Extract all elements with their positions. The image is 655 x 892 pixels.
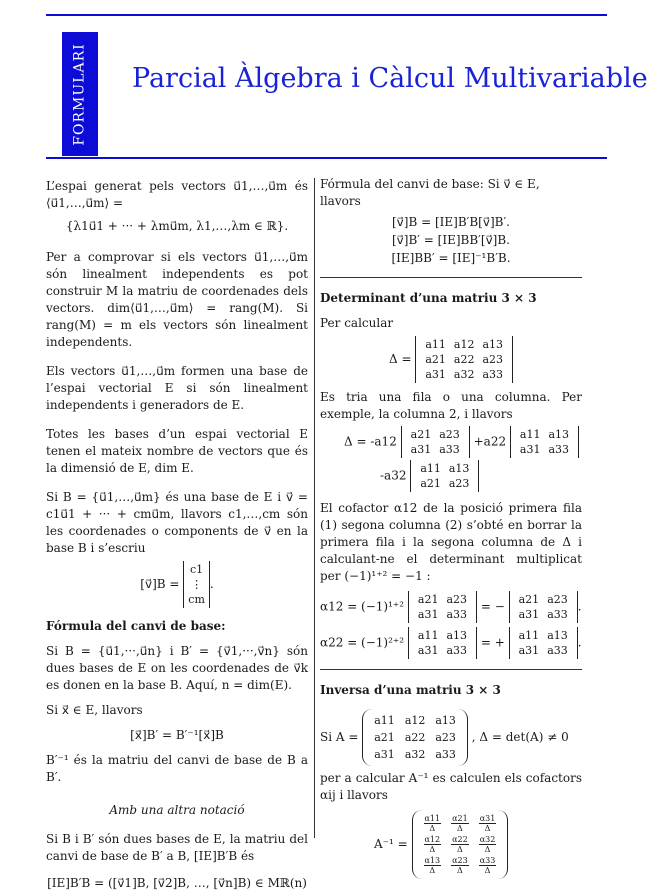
minor-entry: a31 xyxy=(518,608,540,621)
c12-mid: = − xyxy=(480,599,505,614)
minor-entry: a33 xyxy=(446,608,468,621)
a-entry: a23 xyxy=(435,731,456,744)
denominator: Δ xyxy=(457,845,463,854)
a-entry: a32 xyxy=(404,748,426,761)
inverse-entry xyxy=(447,856,473,875)
badge-label: FORMULARI xyxy=(71,42,88,146)
top-rule xyxy=(46,14,607,16)
inverse-condition xyxy=(320,709,582,766)
c12-minor xyxy=(408,591,477,623)
inv-if: Si A = xyxy=(320,730,359,744)
numerator: α11 xyxy=(424,814,441,823)
cofactor-paragraph: El cofactor α12 de la posició primera fila (1) segona columna (2) s’obté en borrar la primera fila i la segona columna de Δ i calculant-ne el determinant multiplicat per (−1)¹⁺² = −1 : xyxy=(320,501,582,583)
minor-entry: a13 xyxy=(446,629,468,642)
exp-a22-label: +a22 xyxy=(473,434,507,449)
inverse-entry xyxy=(420,835,446,854)
exp-a12-label: Δ = -a12 xyxy=(344,434,397,449)
column-divider xyxy=(314,178,315,838)
minor-entry: a33 xyxy=(439,443,460,456)
coordinates-lhs: [v⃗]B = xyxy=(140,577,180,591)
expansion-formula-line2 xyxy=(380,460,582,492)
m-a23: a23 xyxy=(482,353,504,366)
minor-entry: a21 xyxy=(420,477,441,490)
minor-a12 xyxy=(401,426,470,458)
c22-minor xyxy=(408,627,477,659)
per-calcular: Per calcular xyxy=(320,316,394,330)
minor-entry: a23 xyxy=(446,593,468,606)
minor-entry: a13 xyxy=(448,462,470,475)
minor-entry: a23 xyxy=(448,477,470,490)
fraction xyxy=(451,835,469,854)
a-entry: a31 xyxy=(374,748,395,761)
inv-lhs: A⁻¹ = xyxy=(374,837,408,851)
minor-entry: a21 xyxy=(410,428,432,441)
m-a32: a32 xyxy=(453,368,475,381)
inv-matrix-a xyxy=(362,709,468,766)
minor-entry: a11 xyxy=(417,629,439,642)
determinant-heading: Determinant d’una matriu 3 × 3 xyxy=(320,291,537,305)
m-a13: a13 xyxy=(482,338,504,351)
m-a21: a21 xyxy=(425,353,446,366)
a-entry: a13 xyxy=(435,714,456,727)
coordinate-vector xyxy=(183,561,210,608)
numerator: α23 xyxy=(452,856,468,865)
minor-entry: a31 xyxy=(417,644,439,657)
cofactor12-formula: α12 = (−1)¹⁺² a21 a23 a31 a33 = − a21 a23 a31 a33 . xyxy=(320,593,582,621)
a-entry: a11 xyxy=(374,714,395,727)
numerator: α22 xyxy=(452,835,468,844)
minor-entry: a21 xyxy=(518,593,540,606)
a-entry: a21 xyxy=(374,731,395,744)
minor-entry: a23 xyxy=(547,593,568,606)
coord-dots: ⋮ xyxy=(191,578,203,591)
delta-label: Δ = xyxy=(388,352,412,366)
determinant-formula xyxy=(320,336,582,383)
numerator: α31 xyxy=(479,814,496,823)
numerator: α13 xyxy=(424,856,441,865)
m-a12: a12 xyxy=(453,338,475,351)
exp-a32-label: -a32 xyxy=(380,468,407,483)
header-rule xyxy=(46,157,607,159)
minor-entry: a31 xyxy=(410,443,432,456)
alt-notation-label: Amb una altra notació xyxy=(109,803,245,817)
formulari-badge xyxy=(62,32,98,156)
coordinates-paragraph: Si B = {u⃗1,…,u⃗m} és una base de E i v⃗ = c1u⃗1 + ··· + cmu⃗m, llavors c1,…,cm són les coordenades o components de v⃗ en la base B i s’escriu xyxy=(46,490,308,555)
minor-entry: a13 xyxy=(548,428,570,441)
minor-entry: a33 xyxy=(548,443,570,456)
cofactor22-formula: α22 = (−1)²⁺² a11 a13 a31 a33 = + a11 a13 a31 a33 . xyxy=(320,629,582,657)
minor-a22 xyxy=(510,426,579,458)
change-basis-paragraph: Si B = {u⃗1,···,u⃗n} i B′ = {v⃗1,···,v⃗n} són dues bases de E on les coordenades de v⃗k es donen en la base B. Aquí, n = dim(E). xyxy=(46,644,308,692)
cb-formula-2: [v⃗]B′ = [IE]BB′[v⃗]B. xyxy=(391,233,510,247)
m-a22: a22 xyxy=(453,353,475,366)
fraction xyxy=(424,856,442,875)
inverse-entry xyxy=(475,856,501,875)
change-basis-right-paragraph: Fórmula del canvi de base: Si v⃗ ∈ E, llavors xyxy=(320,177,540,208)
matrix-change-paragraph: B′⁻¹ és la matriu del canvi de base de B a B′. xyxy=(46,753,308,784)
inverse-heading: Inversa d’una matriu 3 × 3 xyxy=(320,683,501,697)
m-a33: a33 xyxy=(482,368,504,381)
inverse-entry xyxy=(420,814,446,833)
c12-minor-2 xyxy=(509,591,578,623)
minor-entry: a31 xyxy=(518,644,540,657)
numerator: α12 xyxy=(424,835,441,844)
det-matrix-3x3 xyxy=(415,336,513,383)
fraction xyxy=(424,814,442,833)
denominator: Δ xyxy=(484,866,491,875)
minor-entry: a23 xyxy=(439,428,460,441)
coord-cm: cm xyxy=(188,593,205,606)
minor-entry: a33 xyxy=(547,608,568,621)
inv-cond: , Δ = det(A) ≠ 0 xyxy=(471,730,569,744)
a-entry: a22 xyxy=(404,731,426,744)
minor-entry: a11 xyxy=(420,462,441,475)
minor-entry: a33 xyxy=(547,644,568,657)
a-entry: a12 xyxy=(404,714,426,727)
denominator: Δ xyxy=(457,824,463,833)
left-column xyxy=(46,178,308,892)
denominator: Δ xyxy=(484,845,491,854)
choose-row-paragraph: Es tria una fila o una columna. Per exemple, la columna 2, i llavors xyxy=(320,390,582,421)
fraction xyxy=(479,835,497,854)
numerator: α32 xyxy=(479,835,496,844)
section-divider-2 xyxy=(320,669,582,670)
minor-entry: a11 xyxy=(519,428,541,441)
span-paragraph: L’espai generat pels vectors u⃗1,…,u⃗m és ⟨u⃗1,…,u⃗m⟩ = xyxy=(46,179,308,210)
coordinates-formula: [v⃗]B = c1 ⋮ cm. xyxy=(140,563,214,606)
numerator: α21 xyxy=(452,814,468,823)
cb-formula-1: [v⃗]B = [IE]B′B[v⃗]B′. xyxy=(391,215,510,229)
minor-entry: a31 xyxy=(417,608,439,621)
inverse-entry xyxy=(475,835,501,854)
fraction xyxy=(451,856,469,875)
right-column xyxy=(320,176,582,879)
denominator: Δ xyxy=(457,866,463,875)
inverse-paragraph: per a calcular A⁻¹ es calculen els cofactors αij i llavors xyxy=(320,771,582,802)
inverse-formula xyxy=(374,810,582,879)
a-entry: a33 xyxy=(435,748,456,761)
coord-c1: c1 xyxy=(189,563,204,576)
minor-a32 xyxy=(410,460,479,492)
span-formula: {λ1u⃗1 + ··· + λmu⃗m, λ1,…,λm ∈ ℝ}. xyxy=(65,219,289,233)
expansion-formula xyxy=(344,426,582,458)
c12-lhs: α12 = (−1)¹⁺² xyxy=(320,599,405,614)
minor-entry: a31 xyxy=(519,443,541,456)
dimension-paragraph: Totes les bases d’un espai vectorial E tenen el mateix nombre de vectors que és la dimensió de E, dim E. xyxy=(46,427,308,475)
fraction xyxy=(424,835,442,854)
c22-lhs: α22 = (−1)²⁺² xyxy=(320,635,405,650)
fraction xyxy=(479,814,497,833)
change-basis-heading: Fórmula del canvi de base: xyxy=(46,619,226,633)
cb-formula-3: [IE]BB′ = [IE]⁻¹B′B. xyxy=(391,251,511,265)
section-divider xyxy=(320,277,582,278)
denominator: Δ xyxy=(429,866,436,875)
inverse-entry xyxy=(447,835,473,854)
inverse-matrix xyxy=(412,810,509,879)
c22-minor-2 xyxy=(509,627,578,659)
alt-notation-formula: [IE]B′B = ([v⃗1]B, [v⃗2]B, …, [v⃗n]B) ∈ Mℝ(n) xyxy=(47,876,307,890)
independence-paragraph: Per a comprovar si els vectors u⃗1,…,u⃗m són linealment independents es pot construir M la matriu de coordenades dels vectors. dim⟨u⃗1,…,u⃗m⟩ = rang(M). Si rang(M) = m els vectors són linealment independents. xyxy=(46,250,308,349)
alt-notation-paragraph: Si B i B′ són dues bases de E, la matriu del canvi de base de B′ a B, [IE]B′B és xyxy=(46,832,308,863)
change-basis-right-formulas xyxy=(320,213,582,267)
m-a11: a11 xyxy=(425,338,446,351)
fraction xyxy=(451,814,469,833)
denominator: Δ xyxy=(429,845,436,854)
minor-entry: a11 xyxy=(518,629,540,642)
inverse-entry xyxy=(420,856,446,875)
page-title: Parcial Àlgebra i Càlcul Multivariable xyxy=(132,63,648,94)
minor-entry: a13 xyxy=(547,629,568,642)
inverse-entry xyxy=(475,814,501,833)
numerator: α33 xyxy=(479,856,496,865)
fraction xyxy=(479,856,497,875)
m-a31: a31 xyxy=(425,368,446,381)
denominator: Δ xyxy=(429,824,436,833)
c22-mid: = + xyxy=(480,635,505,650)
denominator: Δ xyxy=(484,824,491,833)
minor-entry: a21 xyxy=(417,593,439,606)
minor-entry: a33 xyxy=(446,644,468,657)
inverse-entry xyxy=(447,814,473,833)
if-x-paragraph: Si x⃗ ∈ E, llavors xyxy=(46,703,143,717)
change-basis-formula: [x⃗]B′ = B′⁻¹[x⃗]B xyxy=(130,728,224,742)
basis-paragraph: Els vectors u⃗1,…,u⃗m formen una base de l’espai vectorial E si són linealment independents i generadors de E. xyxy=(46,364,308,412)
